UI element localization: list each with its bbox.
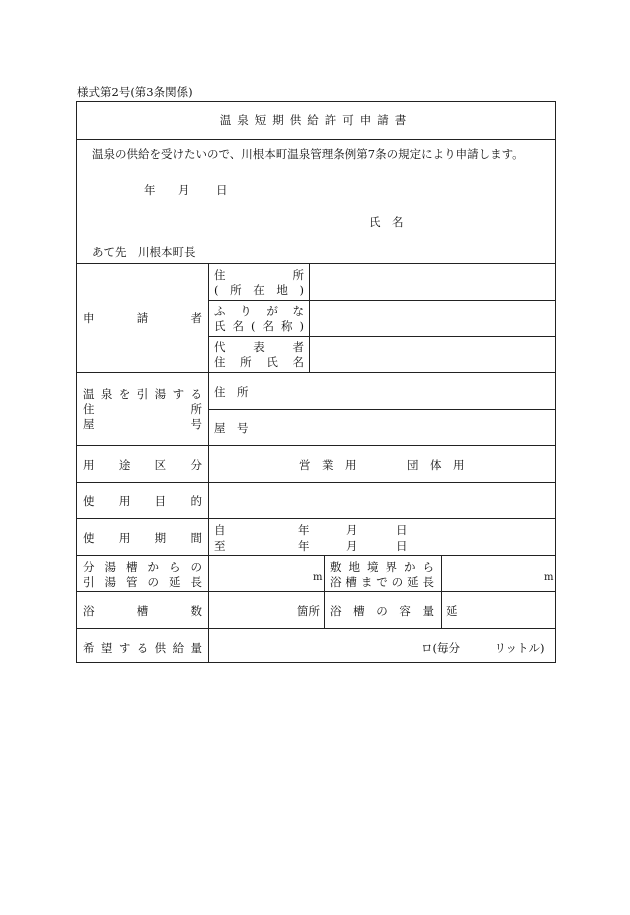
period-from-year: 年 [298, 523, 310, 537]
applicant-label: 申請者 [83, 311, 202, 325]
supply-row [77, 628, 555, 663]
pipe-right-unit: m [544, 572, 554, 583]
draw-label-line2: 住所 [83, 402, 202, 416]
draw-shop-name-label: 屋 号 [214, 421, 249, 435]
applicant-name-field-label: 氏名(名称) [214, 319, 304, 333]
tub-capacity-label: 浴槽の容量 [330, 604, 434, 618]
tub-capacity-unit: 延 [446, 604, 458, 618]
purpose-row [77, 482, 555, 518]
draw-label-line3: 屋号 [83, 417, 202, 431]
usage-option-group: 団 体 用 [407, 458, 465, 472]
period-to-label: 至 [214, 539, 226, 553]
period-to-day: 日 [396, 539, 408, 553]
usage-category-row [77, 445, 555, 482]
period-row [77, 518, 555, 555]
draw-address-label: 住 所 [214, 385, 249, 399]
applicant-section [77, 263, 555, 372]
applicant-address-label: 住所 [214, 268, 304, 282]
pipe-right-label-line2: 浴槽までの延長 [330, 575, 434, 589]
representative-address-name-label: 住所氏名 [214, 355, 304, 369]
tubs-count-unit: 箇所 [297, 604, 320, 618]
tubs-row [77, 591, 555, 628]
period-from-day: 日 [396, 523, 408, 537]
form-number: 様式第2号(第3条関係) [77, 85, 193, 99]
pipe-left-unit: m [313, 572, 323, 583]
application-form [76, 101, 556, 663]
period-to-month: 月 [346, 539, 358, 553]
supply-unit: ロ(毎分 リットル) [421, 641, 545, 655]
statement-text: 温泉の供給を受けたいので、川根本町温泉管理条例第7条の規定により申請します。 [92, 147, 524, 161]
supply-label: 希望する供給量 [83, 641, 202, 655]
pipe-length-row [77, 555, 555, 591]
form-title: 温泉短期供給許可申請書 [219, 113, 413, 127]
purpose-label: 使用目的 [83, 494, 202, 508]
applicant-name-label: 氏 名 [369, 215, 404, 229]
tubs-count-label: 浴槽数 [83, 604, 202, 618]
representative-label: 代表者 [214, 340, 304, 354]
pipe-left-label-line2: 引湯管の延長 [83, 575, 202, 589]
period-from-label: 自 [214, 523, 226, 537]
date-day: 日 [216, 183, 228, 197]
period-label: 使用期間 [83, 531, 202, 545]
draw-location-section [77, 372, 555, 445]
applicant-furigana-label: ふりがな [214, 304, 304, 318]
usage-category-label: 用途区分 [83, 458, 202, 472]
addressee-text: あて先 川根本町長 [92, 245, 196, 259]
applicant-location-label: (所在地) [214, 283, 304, 297]
pipe-left-label-line1: 分湯槽からの [83, 560, 202, 574]
period-to-year: 年 [298, 539, 310, 553]
header-block [77, 139, 555, 263]
date-year: 年 [144, 183, 156, 197]
period-from-month: 月 [346, 523, 358, 537]
date-month: 月 [178, 183, 190, 197]
usage-option-business: 営 業 用 [299, 458, 357, 472]
draw-label-line1: 温泉を引湯する [83, 387, 202, 401]
pipe-right-label-line1: 敷地境界から [330, 560, 434, 574]
